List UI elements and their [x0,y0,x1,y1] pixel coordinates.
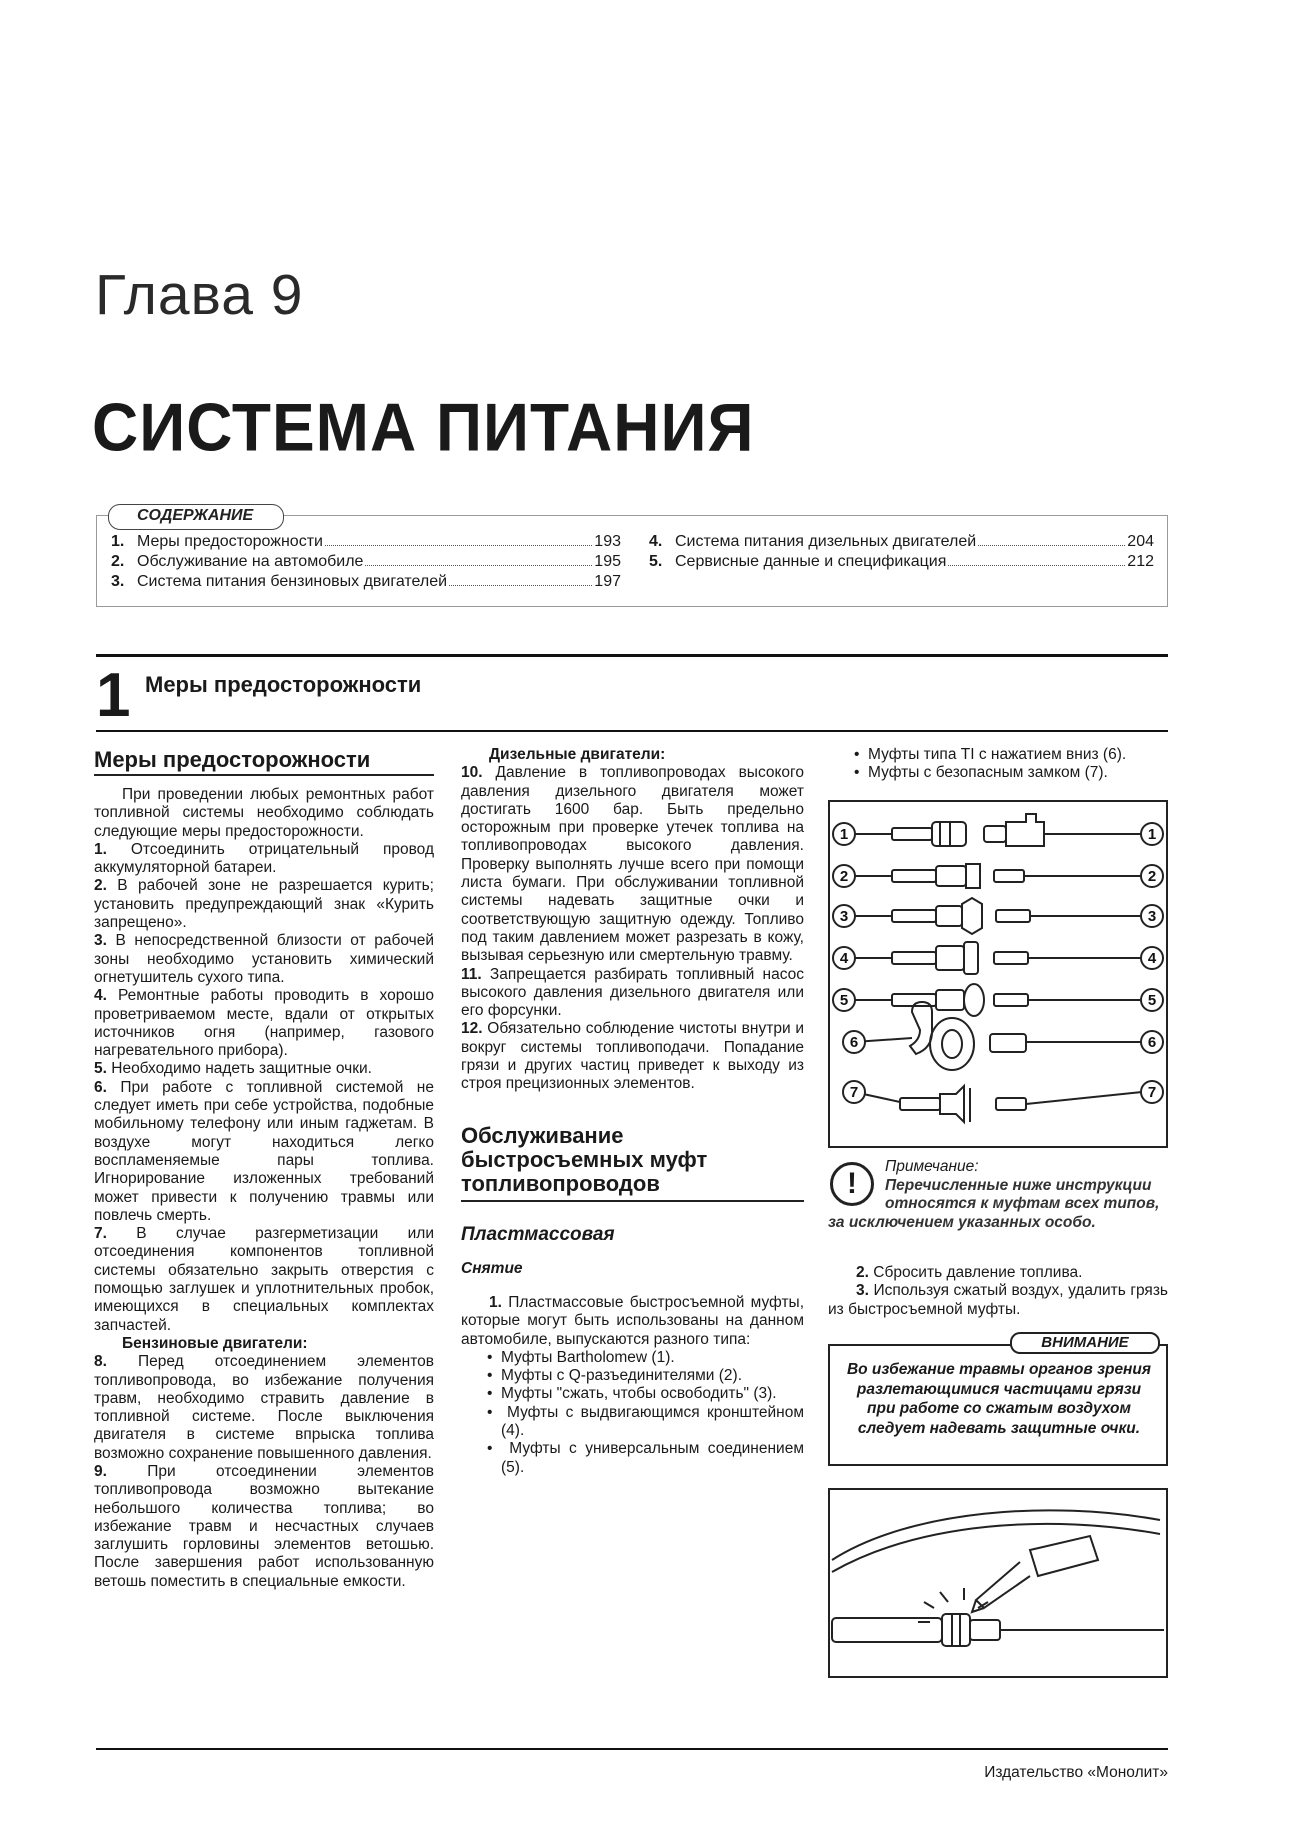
list-item [94,1079,434,1225]
heading-underline [461,1200,804,1202]
toc-item-text: Система питания бензиновых двигателей [137,573,448,590]
toc-item-page: 204 [1127,533,1154,550]
toc-item[interactable] [649,532,1154,552]
toc-leader [978,545,1125,546]
item-text: В случае разгерметизации или отсоединения компонентов топливной системы обязательно закрыть отверстия с помощью заглушек и уплотнительных пробок, имеющихся в специальных комплектах запчастей. [94,1225,434,1334]
item-number: 2. [94,877,107,895]
column-1 [94,748,434,1591]
list-item [94,841,434,878]
list-item [94,1060,434,1078]
item-number: 3. [856,1282,869,1300]
item-number: 4. [94,987,107,1005]
item-number: 2. [856,1264,869,1281]
section-number: 1 [96,661,131,730]
item-text: Отсоединить отрицательный провод аккумуляторной батареи. [94,840,434,877]
toc-item-page: 193 [594,533,621,550]
callout-7-left: 7 [849,1084,859,1101]
item-text: Ремонтные работы проводить в хорошо проветриваемом месте, вдали от открытых источников огня (например, газового нагревательного прибора). [94,987,434,1060]
toc-item-text: Система питания дизельных двигателей [675,533,977,550]
steps-list [828,1264,1168,1319]
bullet-text: Муфты типа TI с нажатием вниз (6). [868,746,1127,763]
toc-item-text: Сервисные данные и спецификация [675,553,947,570]
bullet-icon: • [487,1385,502,1403]
callout-2-left: 2 [839,868,849,885]
diesel-heading: Дизельные двигатели: [489,746,666,763]
callout-4-right: 4 [1147,950,1157,967]
list-item [461,1294,804,1349]
footer-rule [96,1748,1168,1750]
callout-3-right: 3 [1147,908,1157,925]
coupling-types-figure [828,800,1168,1148]
list-item [461,966,804,1021]
bullet-item [461,1349,804,1367]
toc-item[interactable] [111,532,621,552]
toc-item-num: 4. [649,533,663,550]
item-number: 5. [94,1060,107,1078]
item-text: Сбросить давление топлива. [873,1264,1083,1281]
intro-paragraph: При проведении любых ремонтных работ топливной системы необходимо соблюдать следующие меры предосторожности. [94,786,434,840]
toc-item-num: 1. [111,533,125,550]
item-number: 11. [461,965,482,983]
bullet-text: Муфты "сжать, чтобы освободить" (3). [501,1385,777,1403]
bullet-icon: • [854,764,869,782]
item-text: В непосредственной близости от рабочей зоны необходимо установить химический огнетушитель сухого типа. [94,932,434,986]
list-item [828,1282,1168,1319]
item-text: Пластмассовые быстросъемной муфты, которые могут быть использованы на данном автомобиле, выпускаются разного типа: [461,1293,805,1348]
warning-label: ВНИМАНИЕ [1010,1332,1160,1354]
item-text: В рабочей зоне не разрешается курить; установить предупреждающий знак «Курить запрещено». [94,877,434,932]
toc-leader [948,565,1125,566]
section-top-rule [96,654,1168,657]
bullet-icon: • [487,1403,507,1421]
toc-item[interactable] [649,552,1154,572]
note-text [828,1177,1168,1232]
callout-5-left: 5 [839,992,849,1009]
toc-item-page: 195 [594,553,621,570]
callout-5-right: 5 [1147,992,1157,1009]
toc-item[interactable] [111,552,621,572]
coupling-diagram [830,802,1166,1146]
bullet-icon: • [487,1348,502,1366]
bullet-text: Муфты с выдвигающимся кронштейном (4). [501,1403,805,1440]
callout-1-left: 1 [839,826,849,843]
toc-item-text: Обслуживание на автомобиле [137,553,364,570]
toc-leader [325,545,592,546]
bullet-text: Муфты с универсальным соединением (5). [501,1440,804,1476]
list-item [94,877,434,932]
item-number: 12. [461,1020,483,1038]
note-text-content: Перечисленные ниже инструкции относятся к муфтам всех типов, за исключением указанных особо. [828,1177,1160,1231]
item-text: При отсоединении элементов топливопровода возможно вытекание небольшого количества топлива; во избежание травм и несчастных случаев заглушить горловины элементов ветошью. После завершения работ использованную ветошь поместить в специальные емкости. [94,1462,435,1590]
item-text: Перед отсоединением элементов топливопровода, во избежание получения травм, необходимо стравить давление в топливной системе. После выключения двигателя в системе впрыска топлива возможно сохранение повышенного давления. [94,1353,434,1462]
bullet-icon: • [854,746,869,763]
note-title: Примечание: [885,1158,979,1175]
list-item [828,1264,1168,1282]
toc-item-num: 2. [111,553,125,570]
bullet-icon: • [487,1367,502,1385]
bullet-item [828,746,1168,764]
list-item [94,932,434,987]
bullet-item [461,1367,804,1385]
item-text: Используя сжатый воздух, удалить грязь из быстросъемной муфты. [828,1282,1169,1318]
item-text: Давление в топливопроводах высокого давления дизельного двигателя может достигать 1600 бар. Быть предельно осторожным при проверке утечек топлива на топливопроводах высокого давления. Проверку выполнять лучше всего при помощи листа бумаги. При обслуживании топливной системы надевать защитные очки и соответствующую защитную одежду. Топливо под таким давлением может разрезать в кожу, вызывая серьезную или смертельную травму. [461,764,804,965]
air-gun-figure [828,1488,1168,1678]
list-item [94,1463,434,1591]
item-text: При работе с топливной системой не следует иметь при себе устройства, подобные мобильному телефону или иным гаджетам. В воздухе могут находиться легко воспламеняемые пары топлива. Игнорирование изложенных требований может привести к получению травмы или повлечь смерть. [94,1078,434,1224]
section-bottom-rule [96,730,1168,732]
precautions-heading: Меры предосторожности [94,747,371,772]
item-number: 6. [94,1078,107,1096]
toc-leader [365,565,592,566]
bullet-icon: • [487,1440,510,1458]
publisher-footer: Издательство «Монолит» [984,1764,1168,1781]
warning-text: Во избежание травмы органов зрения разлетающимися частицами грязи при работе со сжатым воздухом следует надевать защитные очки. [846,1361,1152,1437]
chapter-title: СИСТЕМА ПИТАНИЯ [92,389,755,466]
plastic-heading: Пластмассовая [461,1223,615,1245]
callout-4-left: 4 [839,950,849,967]
toc-item-page: 197 [594,573,621,590]
toc-item-num: 5. [649,553,663,570]
toc-label: СОДЕРЖАНИЕ [108,504,284,530]
column-3 [828,746,1168,783]
item-number: 1. [489,1293,502,1311]
bullet-item [828,764,1168,782]
chapter-label: Глава 9 [95,263,304,327]
bullet-text: Муфты Bartholomew (1). [501,1348,675,1366]
list-item [94,987,434,1060]
section-title: Меры предосторожности [145,672,422,697]
list-item [94,1225,434,1335]
item-number: 7. [94,1225,107,1243]
item-number: 1. [94,840,107,858]
toc-item-page: 212 [1127,553,1154,570]
list-item [461,1020,804,1093]
list-item [461,764,804,965]
toc-item-num: 3. [111,573,125,590]
callout-2-right: 2 [1147,868,1157,885]
bullet-item [461,1404,804,1441]
item-number: 3. [94,932,107,950]
bullet-item [461,1440,804,1477]
item-number: 10. [461,764,483,782]
callout-6-right: 6 [1147,1034,1157,1051]
item-text: Необходимо надеть защитные очки. [111,1060,372,1078]
column-2 [461,746,804,1477]
bullet-text: Муфты с безопасным замком (7). [868,764,1108,782]
toc-item[interactable] [111,572,621,592]
heading-underline [94,774,434,776]
air-gun-illustration [830,1490,1166,1676]
toc-leader [449,585,592,586]
toc-item-text: Меры предосторожности [137,533,323,550]
service-heading: Обслуживание быстросъемных муфт топливопроводов [461,1122,708,1196]
callout-7-right: 7 [1147,1084,1157,1101]
callout-3-left: 3 [839,908,849,925]
callout-6-left: 6 [849,1034,859,1051]
petrol-heading: Бензиновые двигатели: [122,1334,308,1352]
item-number: 8. [94,1353,107,1371]
warning-exclamation-icon: ! [830,1162,874,1206]
callout-1-right: 1 [1147,826,1157,843]
bullet-item [461,1385,804,1403]
bullet-text: Муфты с Q-разъединителями (2). [501,1367,743,1385]
removal-heading: Снятие [461,1259,523,1277]
item-text: Обязательно соблюдение чистоты внутри и вокруг системы топливоподачи. Попадание грязи и других частиц приведет к выходу из строя прецизионных элементов. [461,1020,804,1093]
item-number: 9. [94,1462,107,1480]
note-icon-spacer [828,1177,885,1213]
item-text: Запрещается разбирать топливный насос высокого давления дизельного двигателя или его форсунки. [461,965,804,1020]
list-item [94,1353,434,1463]
